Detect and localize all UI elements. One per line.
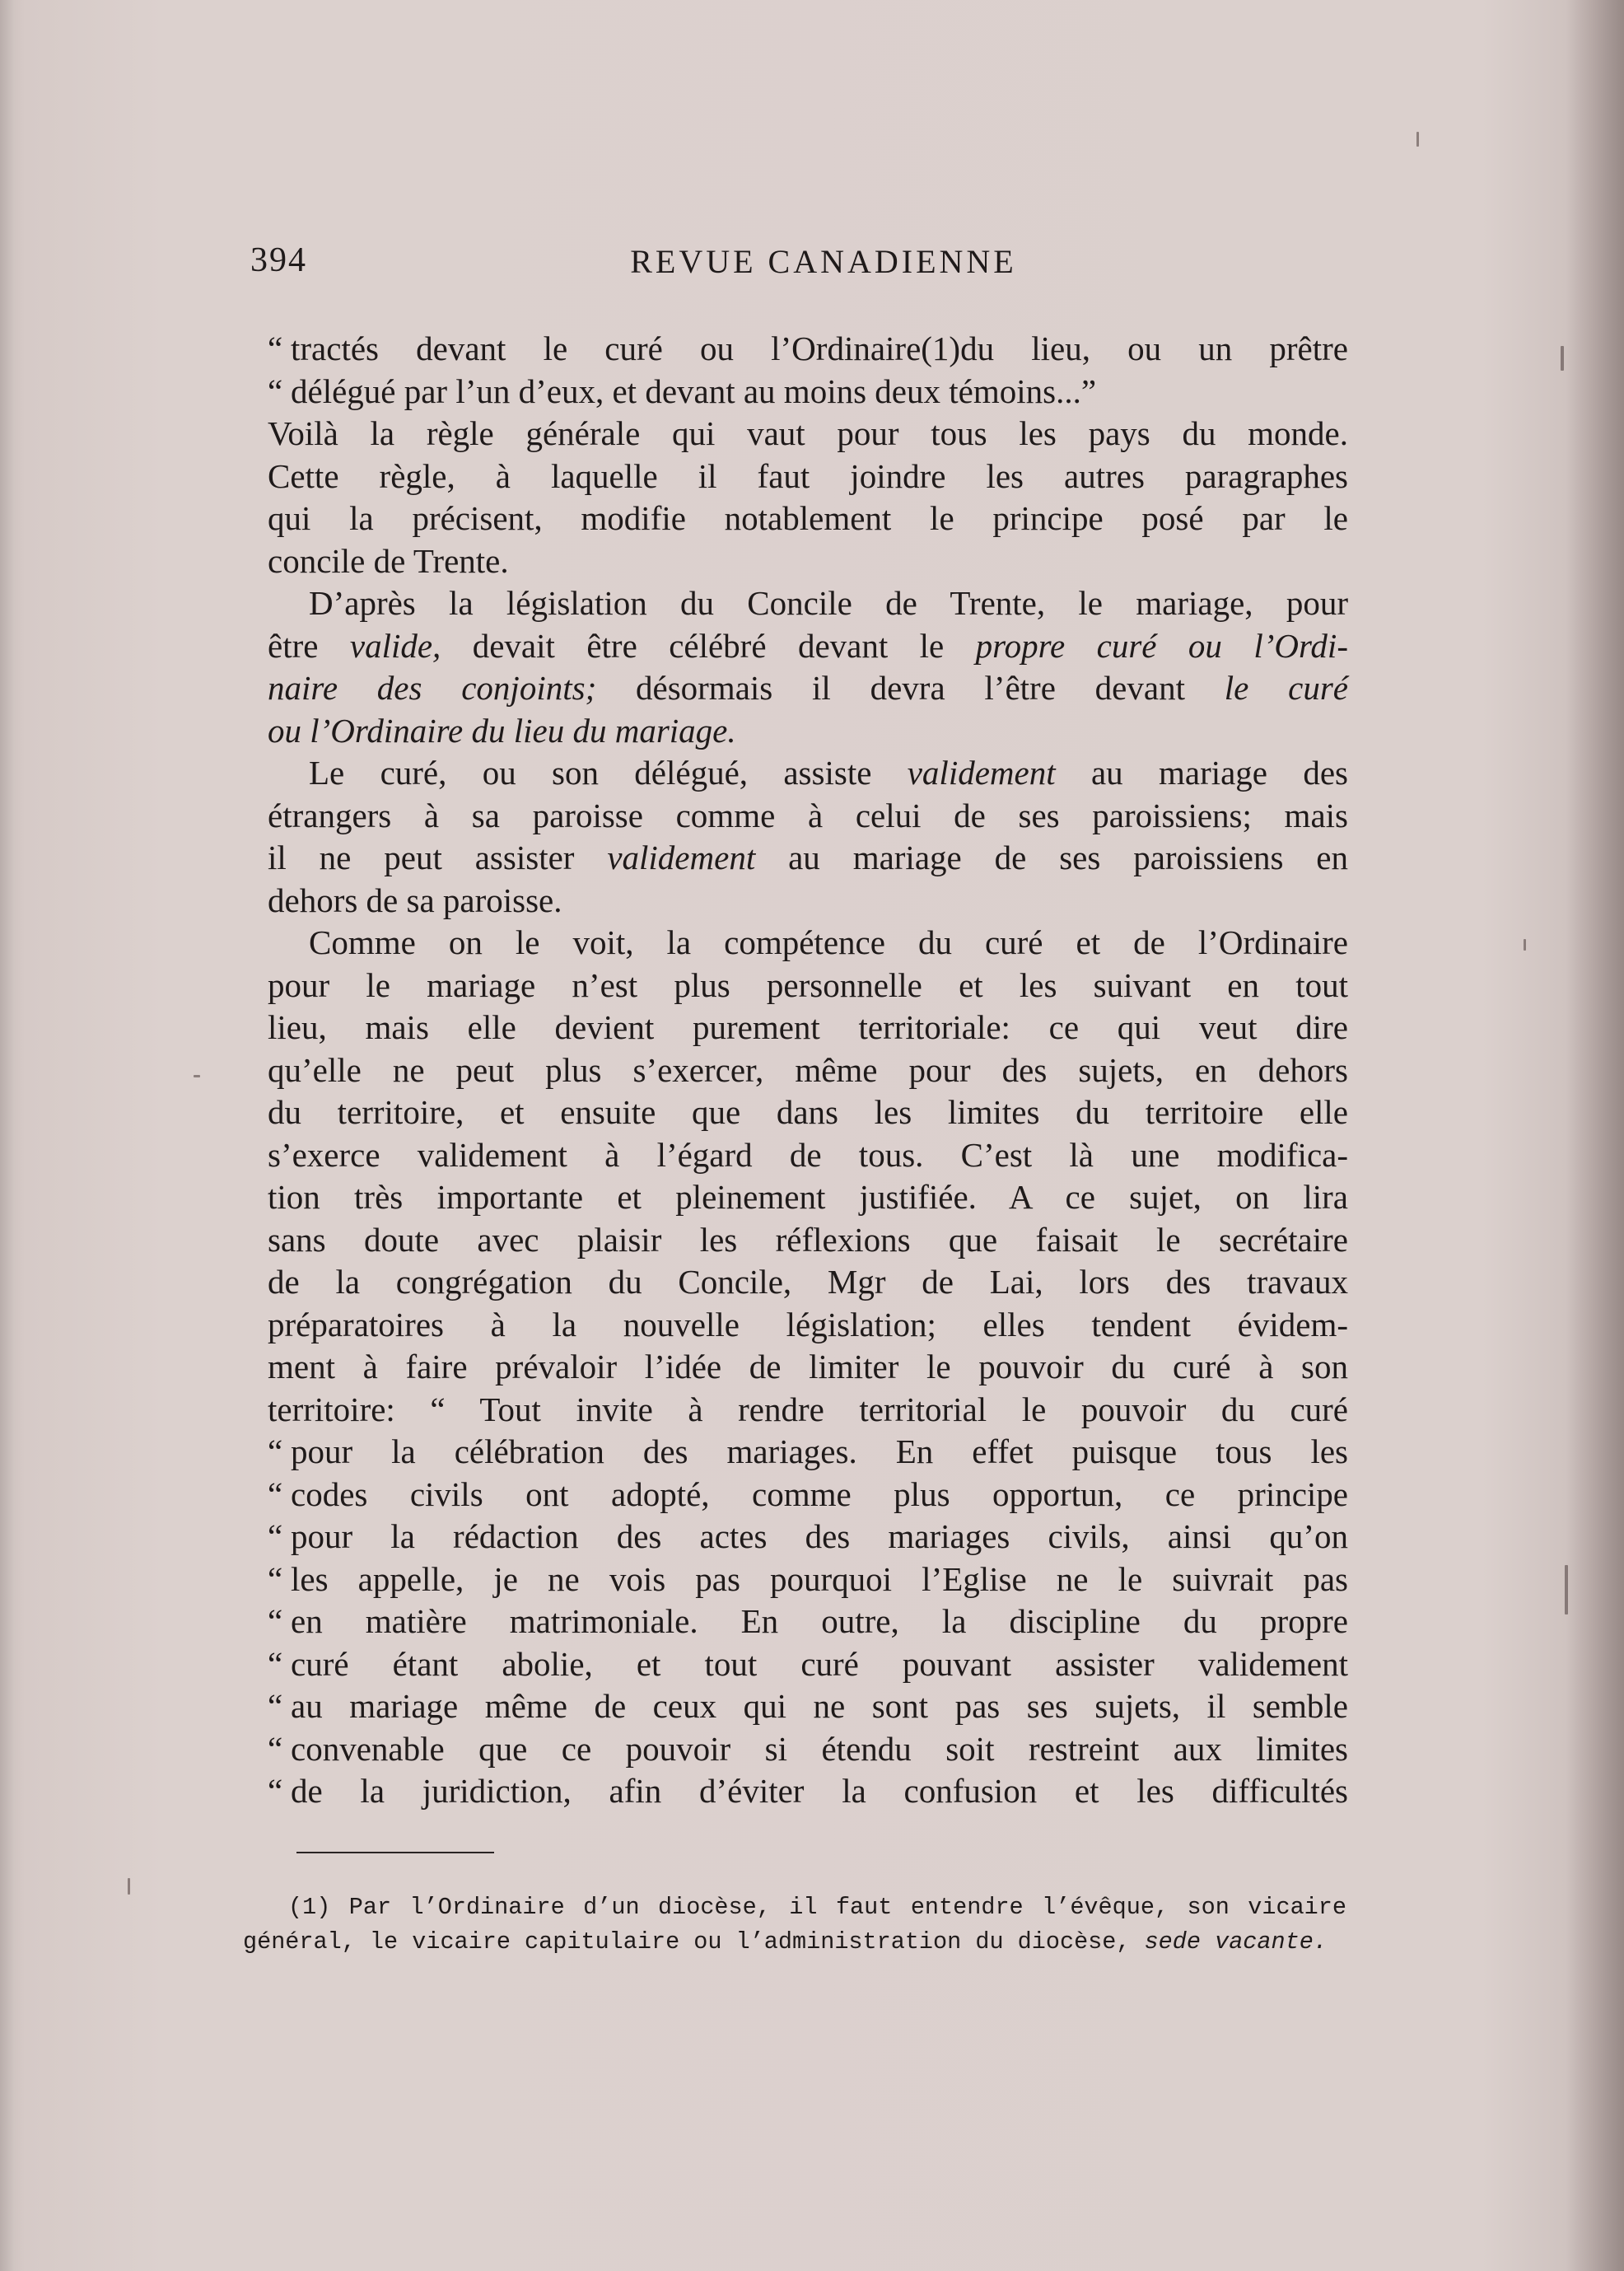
text-line — [268, 667, 1348, 710]
text-line — [268, 371, 1348, 414]
paper-speck — [128, 1878, 130, 1895]
line-text: devait être célébré devant le — [441, 626, 976, 665]
italic-text: valide, — [349, 626, 441, 665]
text-line — [268, 1600, 1348, 1643]
line-text: convenable que ce pouvoir si étendu soit restreint aux limites — [291, 1729, 1348, 1768]
italic-text: naire des conjoints; — [268, 669, 597, 707]
quote-mark: “ — [268, 1687, 283, 1725]
text-line: sans doute avec plaisir les réflexions que faisait le secrétaire — [268, 1220, 1348, 1259]
line-text: Le curé, ou son délégué, assiste — [309, 754, 908, 792]
text-line — [268, 1558, 1348, 1601]
line-text: être — [268, 626, 350, 665]
paper-speck — [1565, 1565, 1568, 1614]
footnote — [243, 1890, 1346, 1960]
text-line: de la congrégation du Concile, Mgr de Lai, lors des travaux — [268, 1263, 1348, 1301]
quote-mark: “ — [268, 1772, 283, 1810]
quote-mark: “ — [268, 1644, 283, 1683]
running-title: REVUE CANADIENNE — [630, 243, 1017, 280]
page-header — [247, 241, 1351, 290]
text-line — [268, 625, 1348, 668]
line-text: désormais il devra l’être devant — [596, 669, 1225, 707]
line-text: les appelle, je ne vois pas pourquoi l’Eglise ne le suivrait pas — [291, 1559, 1348, 1598]
quote-mark: “ — [268, 329, 283, 367]
quote-mark: “ — [268, 1559, 283, 1598]
line-text: au mariage des — [1055, 754, 1348, 792]
text-line — [268, 1516, 1348, 1558]
text-line: du territoire, et ensuite que dans les limites du territoire elle — [268, 1093, 1348, 1131]
paper-speck — [1524, 939, 1526, 951]
text-line — [268, 1685, 1348, 1728]
text-line: lieu, mais elle devient purement territoriale: ce qui veut dire — [268, 1008, 1348, 1046]
page-right-edge-shadow — [1566, 0, 1624, 2271]
quote-mark: “ — [268, 1474, 283, 1513]
line-text: pour la rédaction des actes des mariages civils, ainsi qu’on — [291, 1517, 1348, 1555]
italic-text: validement — [907, 754, 1056, 792]
footnote-italic-text: sede vacante. — [1144, 1928, 1328, 1956]
paper-speck — [194, 1075, 200, 1077]
quote-mark: “ — [268, 1729, 283, 1768]
text-line: ment à faire prévaloir l’idée de limiter le pouvoir du curé à son — [268, 1348, 1348, 1385]
text-line: préparatoires à la nouvelle législation; elles tendent évidem- — [268, 1305, 1348, 1343]
paragraph-first-line — [268, 752, 1348, 795]
italic-text: le curé — [1224, 669, 1348, 707]
text-line: tion très importante et pleinement justifiée. A ce sujet, on lira — [268, 1178, 1348, 1216]
text-line: Cette règle, à laquelle il faut joindre les autres paragraphes — [268, 456, 1348, 495]
line-text: curé étant abolie, et tout curé pouvant assister validement — [291, 1644, 1348, 1683]
text-line: s’exerce validement à l’égard de tous. C’est là une modifica- — [268, 1135, 1348, 1174]
text-line: Voilà la règle générale qui vaut pour tous les pays du monde. — [268, 414, 1348, 452]
line-text: au mariage même de ceux qui ne sont pas ses sujets, il semble — [291, 1687, 1348, 1725]
text-line: pour le mariage n’est plus personnelle et les suivant en tout — [268, 965, 1348, 1004]
line-text: au mariage de ses paroissiens en — [755, 839, 1348, 876]
line-text: tractés devant le curé ou l’Ordinaire(1)du lieu, ou un prêtre — [291, 329, 1348, 367]
text-line — [268, 1431, 1348, 1474]
footnote-separator — [296, 1852, 494, 1853]
page-number: 394 — [250, 241, 307, 279]
text-line: territoire: “ Tout invite à rendre territorial le pouvoir du curé — [268, 1390, 1348, 1428]
italic-text: ou l’Ordinaire du lieu du mariage. — [268, 711, 736, 750]
text-line — [268, 710, 1348, 753]
quote-mark: “ — [268, 1432, 283, 1470]
paper-speck — [1416, 132, 1419, 147]
line-text: de la juridiction, afin d’éviter la confusion et les difficultés — [291, 1772, 1348, 1810]
line-text: en matière matrimoniale. En outre, la discipline du propre — [291, 1602, 1348, 1640]
text-line — [268, 1643, 1348, 1686]
text-line: dehors de sa paroisse. — [268, 881, 562, 919]
text-line — [268, 837, 1348, 880]
paragraph-first-line: Comme on le voit, la compétence du curé et de l’Ordinaire — [309, 923, 1348, 961]
text-line — [268, 328, 1348, 371]
text-line: qu’elle ne peut plus s’exercer, même pour des sujets, en dehors — [268, 1050, 1348, 1089]
italic-text: propre curé ou l’Ordi- — [975, 626, 1348, 665]
body-text — [268, 328, 1348, 1813]
italic-text: validement — [607, 839, 756, 876]
line-text: codes civils ont adopté, comme plus opportun, ce principe — [291, 1474, 1348, 1513]
paragraph-first-line: D’après la législation du Concile de Trente, le mariage, pour — [309, 584, 1348, 622]
quote-mark: “ — [268, 371, 283, 410]
page-left-edge — [0, 0, 15, 2271]
footnote-line — [243, 1925, 1346, 1960]
footnote-line: (1) Par l’Ordinaire d’un diocèse, il faut entendre l’évêque, son vicaire — [288, 1894, 1346, 1921]
footnote-text: général, le vicaire capitulaire ou l’administration du diocèse, — [243, 1928, 1145, 1956]
line-text: pour la célébration des mariages. En effet puisque tous les — [291, 1432, 1348, 1470]
text-line — [268, 1474, 1348, 1516]
paper-speck — [1561, 346, 1564, 371]
text-line: concile de Trente. — [268, 541, 509, 580]
quote-mark: “ — [268, 1517, 283, 1555]
line-text: il ne peut assister — [268, 839, 608, 876]
text-line — [268, 1770, 1348, 1813]
quote-mark: “ — [268, 1602, 283, 1640]
text-line — [268, 1728, 1348, 1771]
text-line: étrangers à sa paroisse comme à celui de ses paroissiens; mais — [268, 796, 1348, 834]
line-text: délégué par l’un d’eux, et devant au moins deux témoins...” — [291, 371, 1097, 410]
text-line: qui la précisent, modifie notablement le principe posé par le — [268, 499, 1348, 537]
